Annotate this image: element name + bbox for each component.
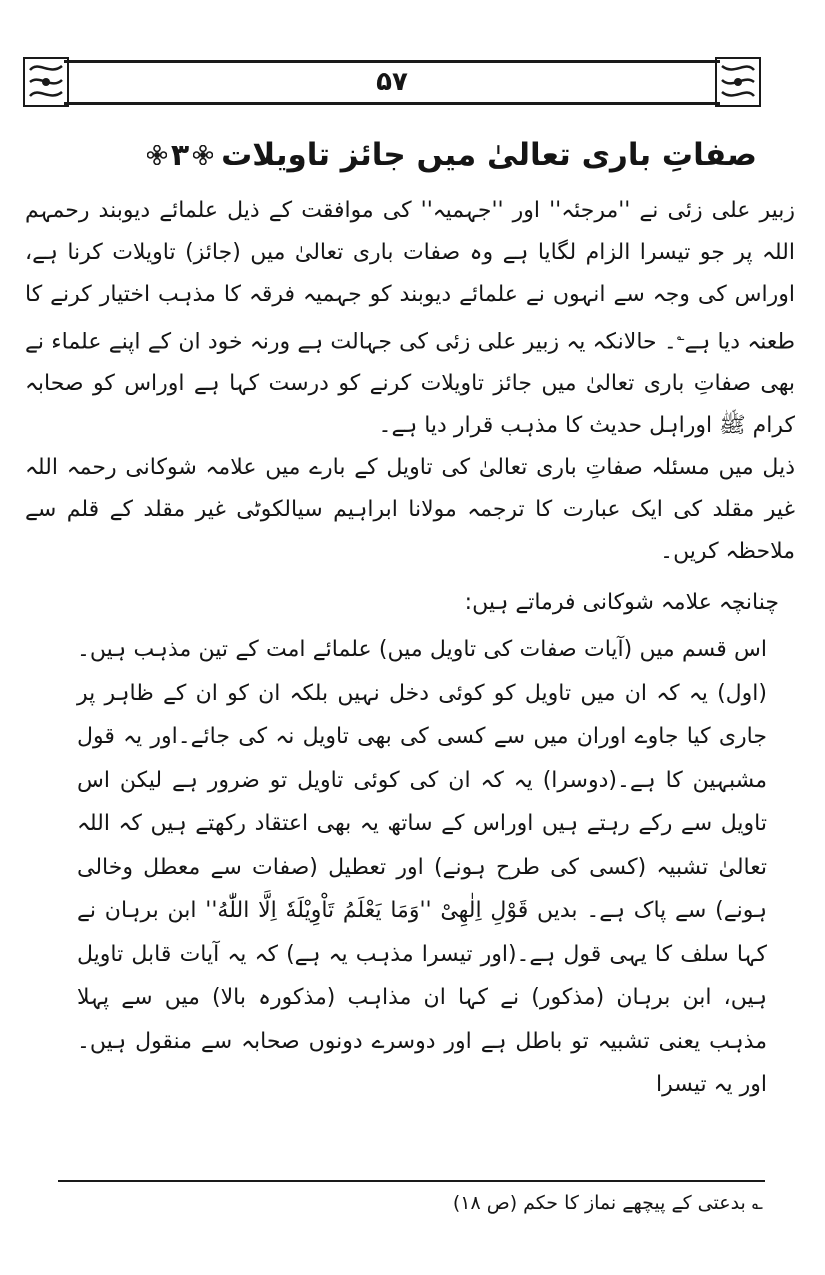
- footnote: ؎ بدعتی کے پیچھے نماز کا حکم (ص ۱۸): [452, 1192, 763, 1214]
- paragraph-text: زبیر علی زئی نے ''مرجئہ'' اور ''جہمیہ'' کی موافقت کے ذیل علمائے دیوبند رحمہم اللہ پر جو تیسرا الزام لگایا ہے وہ صفات باری تعالیٰ میں (جائز) تاویلات کرنا ہے، اوراس کی وجہ سے انہوں نے علمائے دیوبند کو جہمیہ فرقہ کا مذہب اختیار کرنے کا طعنہ دیا ہے: [25, 198, 796, 355]
- section-heading: [147, 125, 757, 185]
- body-text: [25, 190, 795, 573]
- footnote-marker: ؎: [676, 329, 685, 344]
- quotation-block: [77, 582, 787, 1097]
- paragraph: [25, 447, 795, 573]
- section-number-badge: [147, 138, 213, 173]
- quotation-intro: چنانچہ علامہ شوکانی فرماتے ہیں:: [464, 590, 779, 615]
- paragraph-text: ذیل میں مسئلہ صفاتِ باری تعالیٰ کی تاویل کے بارے میں علامہ شوکانی رحمہ اللہ غیر مقلد کی ایک عبارت کا ترجمہ مولانا ابراہیم سیالکوٹی غیر مقلد کے قلم سے ملاحظہ کریں۔: [25, 455, 795, 565]
- paragraph: زبیر علی زئی نے ''مرجئہ'' اور ''جہمیہ'' کی موافقت کے ذیل علمائے دیوبند رحمہم اللہ پر جو تیسرا الزام لگایا ہے وہ صفات باری تعالیٰ میں (جائز) تاویلات کرنا ہے، اوراس کی وجہ سے انہوں نے علمائے دیوبند کو جہمیہ فرقہ کا مذہب اختیار کرنے کا طعنہ دیا ہے؎۔ حالانکہ یہ زبیر علی زئی کی جہالت ہے ورنہ خود ان کے اپنے علماء نے بھی صفاتِ باری تعالیٰ میں جائز تاویلات کرنے کو درست کہا ہے اوراس کو صحابہ کرام ﷺ اوراہل حدیث کا مذہب قرار دیا ہے۔: [25, 198, 796, 439]
- header-rule-bottom: [64, 102, 720, 105]
- footnote-rule: [58, 1180, 765, 1182]
- paragraph-text: حالانکہ یہ زبیر علی زئی کی جہالت ہے ورنہ خود ان کے اپنے علماء نے بھی صفاتِ باری تعالیٰ میں جائز تاویلات کرنے کو درست کہا ہے اوراس کو صحابہ کرام ﷺ اوراہل حدیث کا مذہب قرار دیا ہے۔: [25, 329, 795, 439]
- page-number: ۵۷: [376, 67, 408, 97]
- header-rule-top: [64, 60, 720, 63]
- section-title: صفاتِ باری تعالیٰ میں جائز تاویلات: [221, 137, 757, 173]
- section-number: ۳: [170, 137, 190, 173]
- flower-icon: [147, 145, 167, 165]
- page-header: [22, 50, 762, 110]
- quotation-body: [77, 628, 767, 1107]
- flower-icon: [193, 145, 213, 165]
- quotation-paragraph: اس قسم میں (آیات صفات کی تاویل میں) علمائے امت کے تین مذہب ہیں۔(اول) یہ کہ ان میں تاویل کو کوئی دخل نہیں بلکہ ان کو ان کے ظاہر پر جاری کیا جاوے اوران میں سے کسی کی بھی تاویل نہ کی جائے۔اور یہ قول مشبہین کا ہے۔(دوسرا) یہ کہ ان کی کوئی تاویل تو ضرور ہے لیکن اس تاویل سے رکے رہتے ہیں اوراس کے ساتھ یہ بھی اعتقاد رکھتے ہیں کہ اللہ تعالیٰ تشبیہ (کسی کی طرح ہونے) اور تعطیل (صفات سے معطل وخالی ہونے) سے پاک ہے۔ بدیں قَوْلِ اِلٰھِیْ ''وَمَا یَعْلَمُ تَاْوِیْلَهٗ اِلَّا اللّٰهُ'' ابن برہان نے کہا سلف کا یہی قول ہے۔(اور تیسرا مذہب یہ ہے) کہ یہ آیات قابل تاویل ہیں، ابن برہان (مذکور) نے کہا ان مذاہب (مذکورہ بالا) میں سے پہلا مذہب یعنی تشبیہ تو باطل ہے اور دوسرے دونوں صحابہ سے منقول ہیں۔اور یہ تیسرا: [77, 637, 767, 1097]
- floral-ornament-icon: [714, 56, 762, 108]
